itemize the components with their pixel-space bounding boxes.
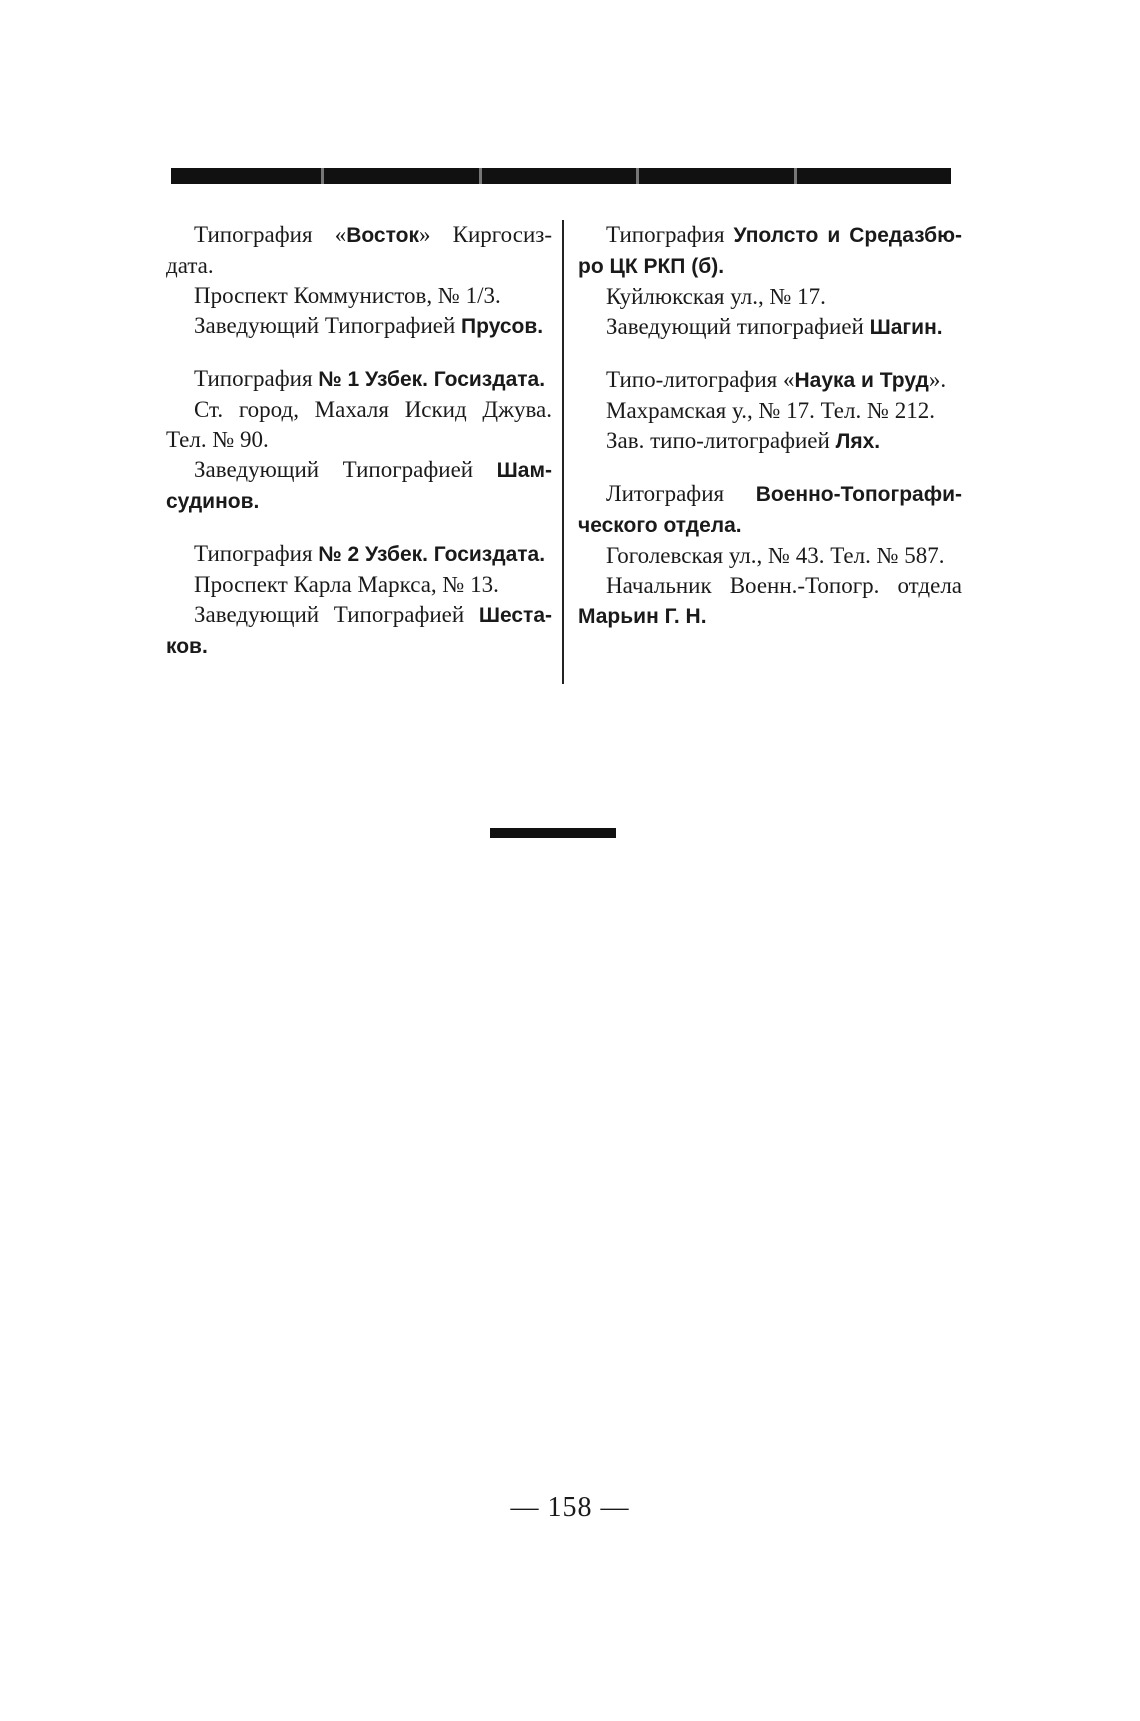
entry-nauka-i-trud bbox=[578, 365, 962, 457]
entry-manager: Заведующий Типографией Шамсудинов. bbox=[166, 457, 552, 513]
entry-address: Проспект Коммунистов, № 1/3. bbox=[194, 283, 501, 308]
entry-address: Ст. город, Махаля Искид Джува. Тел. № 90. bbox=[166, 397, 552, 452]
directory-columns bbox=[166, 220, 966, 684]
page-number: — 158 — bbox=[510, 1492, 630, 1523]
entry-uzbek-1 bbox=[166, 364, 552, 517]
entry-manager: Зав. типо-литографией Лях. bbox=[606, 428, 881, 453]
entry-uzbek-2 bbox=[166, 539, 552, 662]
entry-title: Типо-литография «Наука и Труд». bbox=[606, 367, 947, 392]
top-rule bbox=[171, 168, 951, 184]
entry-manager: Заведующий Типографией Шестаков. bbox=[166, 602, 552, 658]
entry-address: Гоголевская ул., № 43. Тел. № 587. bbox=[606, 543, 945, 568]
entry-address: Куйлюкская ул., № 17. bbox=[606, 284, 826, 309]
entry-upolsto bbox=[578, 220, 962, 343]
left-column bbox=[166, 220, 564, 684]
entry-title: Типография Уполсто и Средазбюро ЦК РКП (б). bbox=[578, 222, 963, 278]
entry-title: Литография Военно-Топографического отдела. bbox=[578, 481, 962, 537]
entry-title: Типография № 2 Узбек. Госиздата. bbox=[194, 541, 546, 566]
entry-manager: Заведующий типографией Шагин. bbox=[606, 314, 943, 339]
entry-address: Проспект Карла Маркса, № 13. bbox=[194, 572, 499, 597]
entry-voenno-topograficheskoe bbox=[578, 479, 962, 632]
entry-manager: Начальник Военн.-Топогр. отдела Марьин Г. Н. bbox=[578, 573, 962, 628]
right-column bbox=[564, 220, 962, 684]
entry-address: Махрамская у., № 17. Тел. № 212. bbox=[606, 398, 935, 423]
entry-vostok bbox=[166, 220, 552, 342]
entry-title: Типография № 1 Узбек. Госиздата. bbox=[194, 366, 546, 391]
entry-manager: Заведующий Типографией Прусов. bbox=[194, 313, 544, 338]
section-divider bbox=[490, 828, 616, 838]
entry-title: Типография «Восток» Киргосиздата. bbox=[166, 222, 553, 278]
